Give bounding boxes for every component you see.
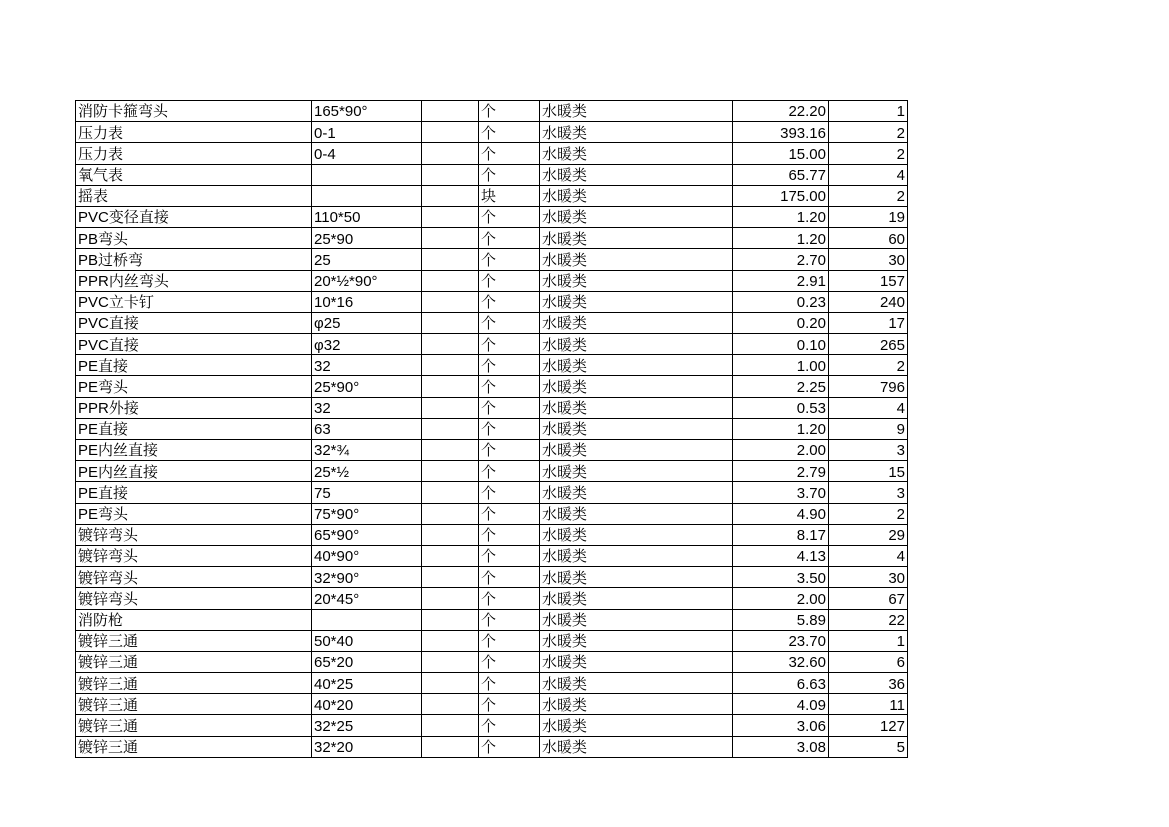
cell-blank[interactable]: [422, 164, 479, 185]
cell-quantity[interactable]: 15: [829, 461, 908, 482]
cell-item-name[interactable]: 镀锌三通: [76, 736, 312, 757]
cell-category[interactable]: 水暖类: [540, 482, 733, 503]
cell-item-name[interactable]: 压力表: [76, 122, 312, 143]
cell-item-name[interactable]: 摇表: [76, 185, 312, 206]
cell-quantity[interactable]: 4: [829, 545, 908, 566]
cell-item-spec[interactable]: 50*40: [312, 630, 422, 651]
cell-unit[interactable]: 个: [479, 567, 540, 588]
cell-category[interactable]: 水暖类: [540, 122, 733, 143]
cell-price[interactable]: 1.20: [733, 206, 829, 227]
cell-blank[interactable]: [422, 397, 479, 418]
cell-item-spec[interactable]: [312, 164, 422, 185]
cell-quantity[interactable]: 2: [829, 122, 908, 143]
cell-blank[interactable]: [422, 228, 479, 249]
cell-item-spec[interactable]: 32: [312, 355, 422, 376]
cell-price[interactable]: 1.00: [733, 355, 829, 376]
cell-category[interactable]: 水暖类: [540, 249, 733, 270]
cell-category[interactable]: 水暖类: [540, 651, 733, 672]
cell-item-name[interactable]: 氧气表: [76, 164, 312, 185]
cell-unit[interactable]: 个: [479, 312, 540, 333]
cell-item-spec[interactable]: [312, 609, 422, 630]
table-row: [76, 461, 908, 482]
cell-item-spec[interactable]: 0-1: [312, 122, 422, 143]
cell-category[interactable]: 水暖类: [540, 588, 733, 609]
cell-quantity[interactable]: 157: [829, 270, 908, 291]
cell-item-spec[interactable]: 20*½*90°: [312, 270, 422, 291]
cell-blank[interactable]: [422, 355, 479, 376]
cell-unit[interactable]: 个: [479, 482, 540, 503]
cell-quantity[interactable]: 1: [829, 101, 908, 122]
table-row: [76, 397, 908, 418]
cell-price[interactable]: 3.50: [733, 567, 829, 588]
table-row: [76, 270, 908, 291]
table-row: [76, 567, 908, 588]
cell-blank[interactable]: [422, 185, 479, 206]
cell-price[interactable]: 2.70: [733, 249, 829, 270]
cell-unit[interactable]: 个: [479, 736, 540, 757]
cell-price[interactable]: 0.23: [733, 291, 829, 312]
cell-unit[interactable]: 个: [479, 673, 540, 694]
cell-blank[interactable]: [422, 270, 479, 291]
cell-item-spec[interactable]: 25*½: [312, 461, 422, 482]
cell-category[interactable]: 水暖类: [540, 355, 733, 376]
cell-blank[interactable]: [422, 482, 479, 503]
cell-item-spec[interactable]: 40*90°: [312, 545, 422, 566]
cell-item-spec[interactable]: φ32: [312, 334, 422, 355]
table-row: [76, 673, 908, 694]
cell-item-spec[interactable]: 25*90: [312, 228, 422, 249]
cell-item-spec[interactable]: φ25: [312, 312, 422, 333]
cell-item-name[interactable]: PE内丝直接: [76, 461, 312, 482]
cell-unit[interactable]: 个: [479, 164, 540, 185]
cell-category[interactable]: 水暖类: [540, 567, 733, 588]
table-row: [76, 249, 908, 270]
cell-price[interactable]: 22.20: [733, 101, 829, 122]
cell-unit[interactable]: 个: [479, 397, 540, 418]
cell-price[interactable]: 3.70: [733, 482, 829, 503]
cell-price[interactable]: 4.09: [733, 694, 829, 715]
cell-quantity[interactable]: 67: [829, 588, 908, 609]
cell-price[interactable]: 0.20: [733, 312, 829, 333]
cell-item-spec[interactable]: 32: [312, 397, 422, 418]
cell-item-spec[interactable]: 75: [312, 482, 422, 503]
table-row: [76, 440, 908, 461]
cell-unit[interactable]: 个: [479, 376, 540, 397]
cell-category[interactable]: 水暖类: [540, 461, 733, 482]
cell-blank[interactable]: [422, 630, 479, 651]
cell-item-spec[interactable]: 40*20: [312, 694, 422, 715]
table-row: [76, 524, 908, 545]
cell-blank[interactable]: [422, 736, 479, 757]
cell-item-name[interactable]: PVC直接: [76, 334, 312, 355]
table-row: [76, 630, 908, 651]
cell-quantity[interactable]: 796: [829, 376, 908, 397]
cell-blank[interactable]: [422, 206, 479, 227]
cell-blank[interactable]: [422, 418, 479, 439]
cell-quantity[interactable]: 3: [829, 440, 908, 461]
cell-blank[interactable]: [422, 376, 479, 397]
table-row: [76, 376, 908, 397]
cell-item-name[interactable]: PE直接: [76, 355, 312, 376]
cell-unit[interactable]: 个: [479, 545, 540, 566]
cell-price[interactable]: 175.00: [733, 185, 829, 206]
cell-quantity[interactable]: 240: [829, 291, 908, 312]
cell-item-name[interactable]: PB弯头: [76, 228, 312, 249]
cell-item-spec[interactable]: 75*90°: [312, 503, 422, 524]
cell-price[interactable]: 15.00: [733, 143, 829, 164]
table-row: [76, 355, 908, 376]
cell-category[interactable]: 水暖类: [540, 397, 733, 418]
table-row: [76, 334, 908, 355]
cell-price[interactable]: 2.00: [733, 440, 829, 461]
cell-unit[interactable]: 个: [479, 651, 540, 672]
cell-blank[interactable]: [422, 567, 479, 588]
cell-unit[interactable]: 个: [479, 418, 540, 439]
cell-item-spec[interactable]: 165*90°: [312, 101, 422, 122]
cell-price[interactable]: 1.20: [733, 418, 829, 439]
cell-item-name[interactable]: 镀锌三通: [76, 715, 312, 736]
cell-blank[interactable]: [422, 101, 479, 122]
cell-blank[interactable]: [422, 122, 479, 143]
cell-blank[interactable]: [422, 524, 479, 545]
table-row: [76, 503, 908, 524]
cell-category[interactable]: 水暖类: [540, 143, 733, 164]
cell-category[interactable]: 水暖类: [540, 164, 733, 185]
cell-blank[interactable]: [422, 334, 479, 355]
cell-price[interactable]: 0.10: [733, 334, 829, 355]
cell-category[interactable]: 水暖类: [540, 228, 733, 249]
cell-unit[interactable]: 个: [479, 334, 540, 355]
cell-category[interactable]: 水暖类: [540, 291, 733, 312]
cell-item-name[interactable]: 镀锌三通: [76, 673, 312, 694]
cell-category[interactable]: 水暖类: [540, 270, 733, 291]
cell-item-name[interactable]: PB过桥弯: [76, 249, 312, 270]
cell-item-name[interactable]: 镀锌弯头: [76, 567, 312, 588]
cell-blank[interactable]: [422, 461, 479, 482]
cell-item-spec[interactable]: 10*16: [312, 291, 422, 312]
cell-quantity[interactable]: 2: [829, 503, 908, 524]
cell-unit[interactable]: 个: [479, 609, 540, 630]
cell-unit[interactable]: 个: [479, 503, 540, 524]
cell-item-name[interactable]: 压力表: [76, 143, 312, 164]
table-row: [76, 185, 908, 206]
cell-quantity[interactable]: 60: [829, 228, 908, 249]
cell-unit[interactable]: 块: [479, 185, 540, 206]
cell-price[interactable]: 5.89: [733, 609, 829, 630]
cell-blank[interactable]: [422, 545, 479, 566]
cell-unit[interactable]: 个: [479, 270, 540, 291]
cell-unit[interactable]: 个: [479, 694, 540, 715]
cell-quantity[interactable]: 1: [829, 630, 908, 651]
cell-price[interactable]: 6.63: [733, 673, 829, 694]
materials-table: [75, 100, 908, 758]
table-row: [76, 651, 908, 672]
cell-item-spec[interactable]: 32*90°: [312, 567, 422, 588]
cell-price[interactable]: 8.17: [733, 524, 829, 545]
cell-unit[interactable]: 个: [479, 206, 540, 227]
cell-blank[interactable]: [422, 588, 479, 609]
cell-category[interactable]: 水暖类: [540, 334, 733, 355]
cell-item-spec[interactable]: 32*¾: [312, 440, 422, 461]
cell-quantity[interactable]: 30: [829, 567, 908, 588]
cell-unit[interactable]: 个: [479, 524, 540, 545]
cell-blank[interactable]: [422, 715, 479, 736]
cell-category[interactable]: 水暖类: [540, 545, 733, 566]
cell-item-name[interactable]: 镀锌弯头: [76, 545, 312, 566]
cell-quantity[interactable]: 29: [829, 524, 908, 545]
cell-blank[interactable]: [422, 440, 479, 461]
table-row: [76, 736, 908, 757]
cell-item-name[interactable]: 镀锌弯头: [76, 588, 312, 609]
cell-category[interactable]: 水暖类: [540, 630, 733, 651]
cell-blank[interactable]: [422, 249, 479, 270]
cell-quantity[interactable]: 265: [829, 334, 908, 355]
cell-item-name[interactable]: 镀锌三通: [76, 694, 312, 715]
cell-item-name[interactable]: PE内丝直接: [76, 440, 312, 461]
cell-unit[interactable]: 个: [479, 228, 540, 249]
cell-item-name[interactable]: PE弯头: [76, 503, 312, 524]
cell-unit[interactable]: 个: [479, 355, 540, 376]
cell-category[interactable]: 水暖类: [540, 440, 733, 461]
cell-price[interactable]: 3.08: [733, 736, 829, 757]
cell-category[interactable]: 水暖类: [540, 694, 733, 715]
cell-category[interactable]: 水暖类: [540, 185, 733, 206]
cell-item-name[interactable]: 镀锌三通: [76, 630, 312, 651]
table-row: [76, 418, 908, 439]
cell-category[interactable]: 水暖类: [540, 376, 733, 397]
cell-item-spec[interactable]: 25*90°: [312, 376, 422, 397]
table-row: [76, 101, 908, 122]
cell-blank[interactable]: [422, 143, 479, 164]
cell-quantity[interactable]: 5: [829, 736, 908, 757]
cell-blank[interactable]: [422, 503, 479, 524]
cell-category[interactable]: 水暖类: [540, 673, 733, 694]
cell-item-name[interactable]: PE直接: [76, 482, 312, 503]
cell-item-spec[interactable]: 32*20: [312, 736, 422, 757]
cell-quantity[interactable]: 19: [829, 206, 908, 227]
cell-item-spec[interactable]: 32*25: [312, 715, 422, 736]
table-row: [76, 588, 908, 609]
cell-item-name[interactable]: PVC立卡钉: [76, 291, 312, 312]
cell-item-spec[interactable]: 0-4: [312, 143, 422, 164]
cell-item-name[interactable]: 镀锌三通: [76, 651, 312, 672]
cell-quantity[interactable]: 17: [829, 312, 908, 333]
cell-quantity[interactable]: 2: [829, 143, 908, 164]
cell-quantity[interactable]: 2: [829, 185, 908, 206]
cell-category[interactable]: 水暖类: [540, 418, 733, 439]
cell-item-name[interactable]: PE直接: [76, 418, 312, 439]
cell-quantity[interactable]: 30: [829, 249, 908, 270]
table-row: [76, 228, 908, 249]
cell-category[interactable]: 水暖类: [540, 503, 733, 524]
cell-item-name[interactable]: PVC变径直接: [76, 206, 312, 227]
cell-item-name[interactable]: PPR外接: [76, 397, 312, 418]
cell-item-spec[interactable]: 65*90°: [312, 524, 422, 545]
cell-category[interactable]: 水暖类: [540, 715, 733, 736]
cell-item-spec[interactable]: 63: [312, 418, 422, 439]
cell-category[interactable]: 水暖类: [540, 101, 733, 122]
cell-unit[interactable]: 个: [479, 715, 540, 736]
cell-quantity[interactable]: 2: [829, 355, 908, 376]
cell-category[interactable]: 水暖类: [540, 312, 733, 333]
cell-price[interactable]: 3.06: [733, 715, 829, 736]
cell-price[interactable]: 23.70: [733, 630, 829, 651]
cell-blank[interactable]: [422, 673, 479, 694]
cell-price[interactable]: 4.90: [733, 503, 829, 524]
cell-price[interactable]: 2.91: [733, 270, 829, 291]
cell-price[interactable]: 4.13: [733, 545, 829, 566]
table-row: [76, 312, 908, 333]
cell-unit[interactable]: 个: [479, 461, 540, 482]
table-row: [76, 164, 908, 185]
cell-quantity[interactable]: 4: [829, 164, 908, 185]
cell-quantity[interactable]: 3: [829, 482, 908, 503]
cell-blank[interactable]: [422, 312, 479, 333]
cell-quantity[interactable]: 22: [829, 609, 908, 630]
table-row: [76, 143, 908, 164]
table-row: [76, 122, 908, 143]
cell-blank[interactable]: [422, 694, 479, 715]
cell-unit[interactable]: 个: [479, 291, 540, 312]
cell-item-spec[interactable]: 20*45°: [312, 588, 422, 609]
table-row: [76, 206, 908, 227]
cell-item-spec[interactable]: 110*50: [312, 206, 422, 227]
cell-price[interactable]: 2.79: [733, 461, 829, 482]
cell-unit[interactable]: 个: [479, 143, 540, 164]
cell-quantity[interactable]: 11: [829, 694, 908, 715]
cell-price[interactable]: 1.20: [733, 228, 829, 249]
cell-item-name[interactable]: PVC直接: [76, 312, 312, 333]
table-row: [76, 609, 908, 630]
cell-item-name[interactable]: 消防卡箍弯头: [76, 101, 312, 122]
cell-item-name[interactable]: 消防枪: [76, 609, 312, 630]
cell-category[interactable]: 水暖类: [540, 609, 733, 630]
cell-quantity[interactable]: 127: [829, 715, 908, 736]
table-row: [76, 694, 908, 715]
cell-quantity[interactable]: 6: [829, 651, 908, 672]
cell-item-spec[interactable]: [312, 185, 422, 206]
cell-category[interactable]: 水暖类: [540, 524, 733, 545]
cell-unit[interactable]: 个: [479, 588, 540, 609]
cell-item-name[interactable]: PPR内丝弯头: [76, 270, 312, 291]
cell-price[interactable]: 0.53: [733, 397, 829, 418]
table-row: [76, 715, 908, 736]
table-row: [76, 482, 908, 503]
cell-price[interactable]: 65.77: [733, 164, 829, 185]
cell-price[interactable]: 393.16: [733, 122, 829, 143]
cell-quantity[interactable]: 9: [829, 418, 908, 439]
cell-unit[interactable]: 个: [479, 249, 540, 270]
cell-quantity[interactable]: 4: [829, 397, 908, 418]
cell-item-name[interactable]: 镀锌弯头: [76, 524, 312, 545]
cell-unit[interactable]: 个: [479, 630, 540, 651]
cell-quantity[interactable]: 36: [829, 673, 908, 694]
cell-category[interactable]: 水暖类: [540, 736, 733, 757]
cell-item-spec[interactable]: 25: [312, 249, 422, 270]
cell-price[interactable]: 2.25: [733, 376, 829, 397]
table-row: [76, 545, 908, 566]
cell-blank[interactable]: [422, 291, 479, 312]
table-row: [76, 291, 908, 312]
cell-unit[interactable]: 个: [479, 440, 540, 461]
cell-unit[interactable]: 个: [479, 122, 540, 143]
cell-blank[interactable]: [422, 609, 479, 630]
cell-item-spec[interactable]: 65*20: [312, 651, 422, 672]
cell-price[interactable]: 2.00: [733, 588, 829, 609]
cell-blank[interactable]: [422, 651, 479, 672]
cell-unit[interactable]: 个: [479, 101, 540, 122]
cell-item-spec[interactable]: 40*25: [312, 673, 422, 694]
cell-item-name[interactable]: PE弯头: [76, 376, 312, 397]
cell-price[interactable]: 32.60: [733, 651, 829, 672]
cell-category[interactable]: 水暖类: [540, 206, 733, 227]
